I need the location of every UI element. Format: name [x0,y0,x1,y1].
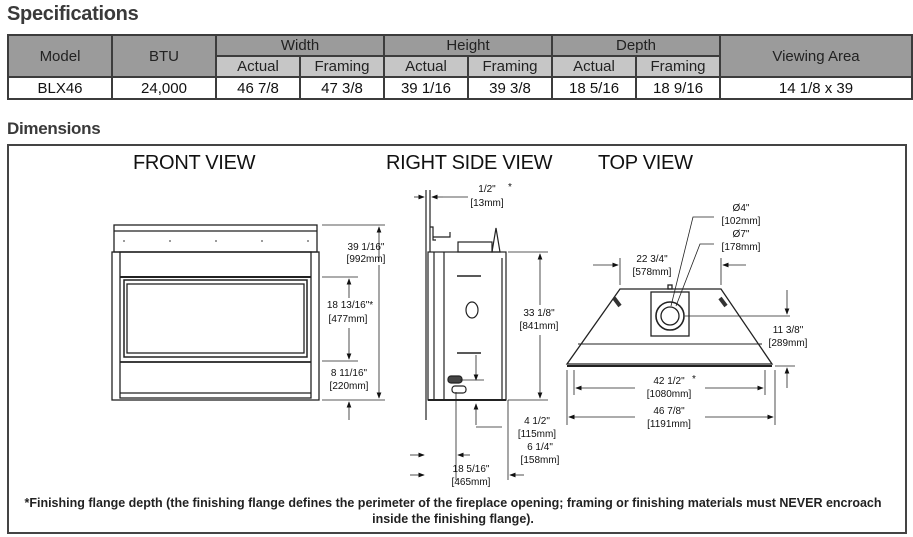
front-view-labels [327,242,386,392]
top-view-title: TOP VIEW [598,152,693,174]
front-overall-height-mm: [992mm] [346,254,386,265]
header-btu: BTU [112,35,216,77]
side-gas-inlet-in: 4 1/2" [524,416,550,427]
header-width: Width [216,35,384,56]
subheader-width-actual: Actual [216,56,300,77]
top-vent-outer-in: Ø7" [732,229,750,240]
front-overall-height-in: 39 1/16" [347,242,385,253]
side-gas-offset-in: 6 1/4" [527,442,553,453]
side-body-height-mm: [841mm] [519,321,559,332]
subheader-depth-framing: Framing [636,56,720,77]
cell-depth-actual: 18 5/16 [552,77,636,99]
specifications-heading: Specifications [7,3,139,25]
subheader-depth-actual: Actual [552,56,636,77]
cell-viewing-area: 14 1/8 x 39 [720,77,912,99]
header-viewing-area: Viewing Area [720,35,912,77]
top-width-mm: [578mm] [632,267,672,278]
side-depth-in: 18 5/16" [452,464,490,475]
cell-model: BLX46 [8,77,112,99]
top-vent-outer-mm: [178mm] [721,242,761,253]
cell-depth-framing: 18 9/16 [636,77,720,99]
cell-height-actual: 39 1/16 [384,77,468,99]
top-vent-center-in: 11 3/8" [772,325,804,336]
front-base-height-mm: [220mm] [329,381,369,392]
side-depth-mm: [465mm] [451,477,491,488]
dimensions-heading: Dimensions [7,119,101,138]
top-vent-center-mm: [289mm] [768,338,808,349]
right-side-view-title: RIGHT SIDE VIEW [386,152,553,174]
top-vent-inner-mm: [102mm] [721,216,761,227]
header-depth: Depth [552,35,720,56]
cell-width-framing: 47 3/8 [300,77,384,99]
header-model: Model [8,35,112,77]
top-opening-width-mm: [1080mm] [646,389,692,400]
subheader-width-framing: Framing [300,56,384,77]
cell-btu: 24,000 [112,77,216,99]
top-view-labels [633,203,808,430]
subheader-height-actual: Actual [384,56,468,77]
front-glass-height-in: 18 13/16"* [326,300,374,311]
header-height: Height [384,35,552,56]
side-gas-offset-mm: [158mm] [520,455,560,466]
footnote: *Finishing flange depth (the finishing flange defines the perimeter of the fireplace opening; framing or finishing materials must NEVER encroach inside the finishing flange). [24,496,882,526]
side-gas-inlet-mm: [115mm] [517,429,557,440]
cell-height-framing: 39 3/8 [468,77,552,99]
top-vent-inner-in: Ø4" [732,203,750,214]
top-width-in: 22 3/4" [636,254,668,265]
side-flange-mm: [13mm] [470,198,504,209]
top-overall-width-in: 46 7/8" [653,406,685,417]
front-base-height-in: 8 11/16" [330,368,368,379]
top-opening-width-mark: * [692,374,696,385]
side-flange-in: 1/2" [478,184,496,195]
side-flange-mark: * [508,182,512,193]
front-glass-height-mm: [477mm] [328,314,368,325]
subheader-height-framing: Framing [468,56,552,77]
front-view-title: FRONT VIEW [133,152,256,174]
top-opening-width-in: 42 1/2" [653,376,685,387]
cell-width-actual: 46 7/8 [216,77,300,99]
top-overall-width-mm: [1191mm] [647,419,691,430]
side-body-height-in: 33 1/8" [523,308,555,319]
